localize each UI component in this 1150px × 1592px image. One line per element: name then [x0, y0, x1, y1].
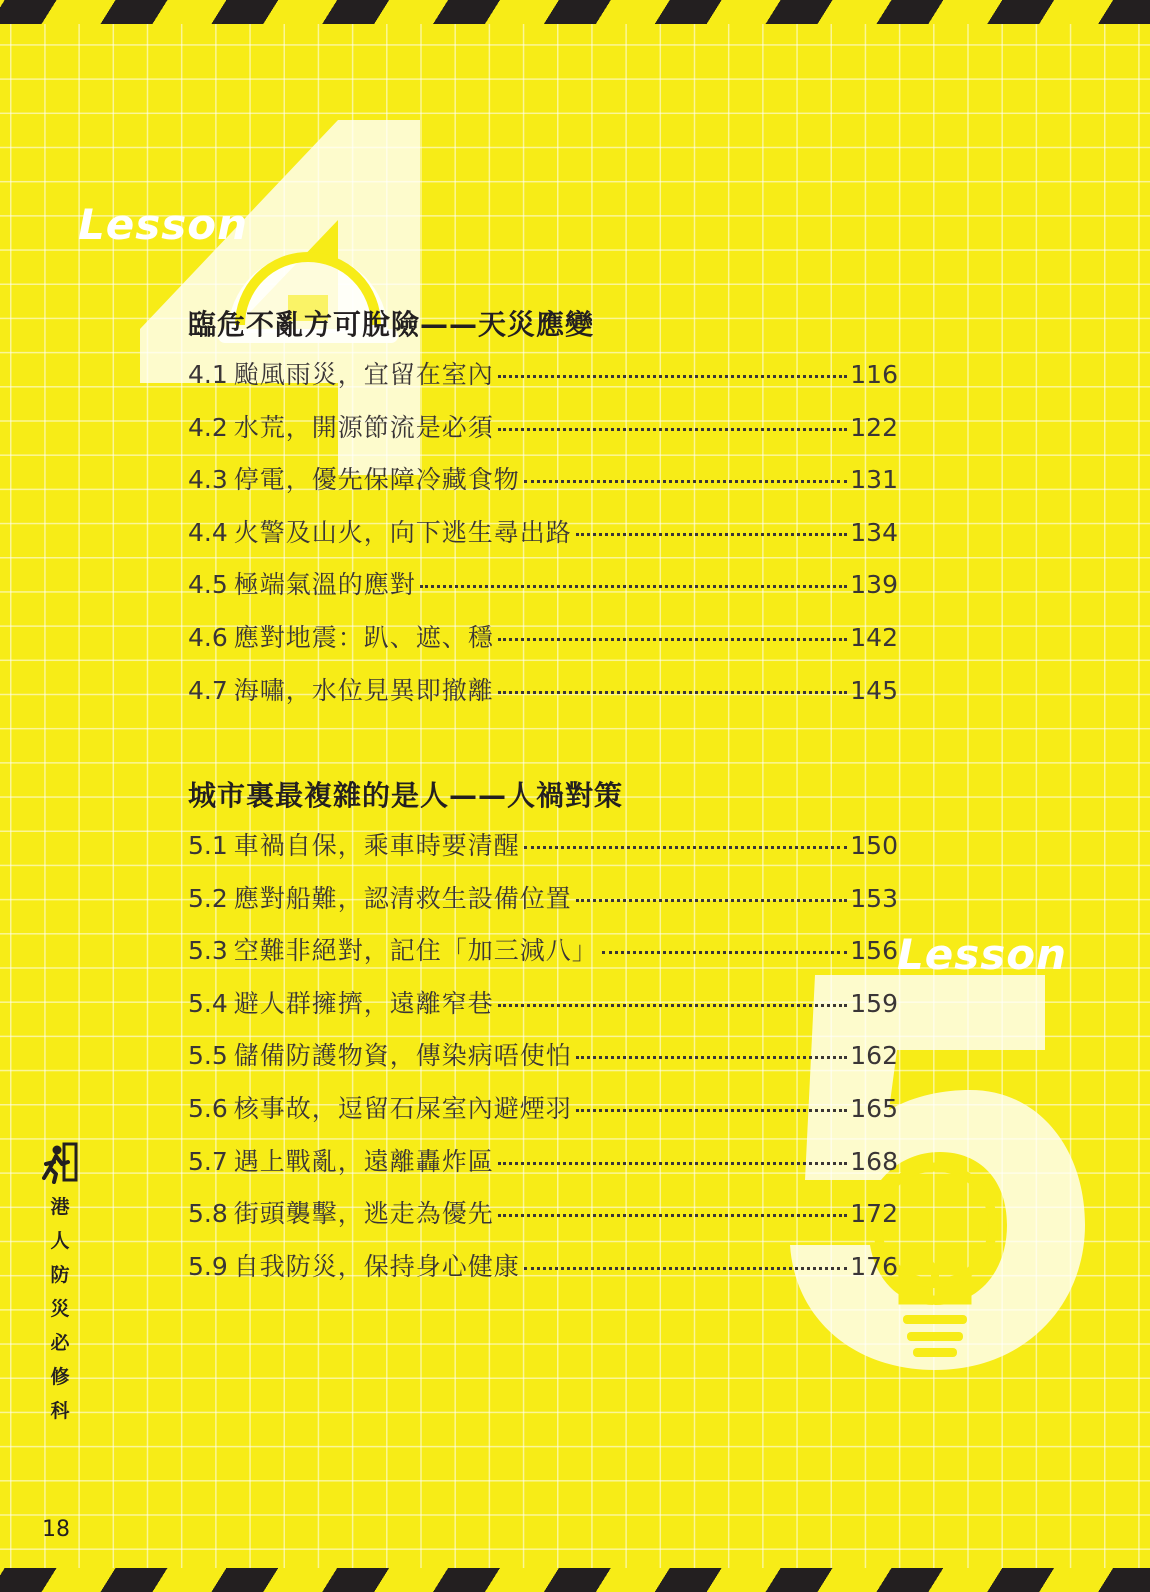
toc-entry-page: 134 [850, 517, 898, 547]
toc-entry[interactable] [188, 1083, 898, 1136]
dot-leader [498, 638, 847, 641]
dot-leader [498, 1214, 847, 1217]
toc-entry[interactable] [188, 1136, 898, 1189]
vertical-title-char: 必 [50, 1332, 70, 1354]
dot-leader [498, 428, 847, 431]
dot-leader [602, 951, 847, 954]
toc-entry-page: 162 [850, 1041, 898, 1071]
toc-entry-page: 145 [850, 675, 898, 705]
toc-entry-number: 4.2 [188, 412, 228, 442]
dot-leader [576, 1109, 847, 1112]
section-natural-disasters [188, 301, 898, 717]
toc-entry-number: 4.6 [188, 622, 228, 652]
toc-entry-number: 5.3 [188, 936, 228, 966]
toc-entry[interactable] [188, 820, 898, 873]
toc-entry-title: 應對船難，認清救生設備位置 [233, 883, 572, 913]
toc-entry[interactable] [188, 665, 898, 718]
toc-entry-title: 核事故，逗留石屎室內避煙羽 [233, 1093, 572, 1123]
section-man-made-disasters [188, 772, 898, 1293]
toc-entry-page: 131 [850, 465, 898, 495]
toc-entry[interactable] [188, 978, 898, 1031]
toc-entry-page: 153 [850, 883, 898, 913]
toc-entry-number: 5.1 [188, 831, 228, 860]
dot-leader [524, 480, 847, 483]
toc-entry-page: 172 [850, 1199, 898, 1229]
toc-entry-title: 颱風雨災，宜留在室內 [233, 360, 494, 389]
dot-leader [524, 846, 847, 849]
toc-entry[interactable] [188, 873, 898, 926]
dot-leader [576, 899, 847, 902]
toc-entry-page: 142 [850, 622, 898, 652]
toc-entry-number: 4.3 [188, 465, 228, 495]
toc-entry-page: 165 [850, 1093, 898, 1123]
dot-leader [524, 1267, 847, 1270]
dot-leader [576, 1056, 847, 1059]
lesson-5-label: Lesson [897, 930, 1068, 979]
toc-entry-title: 遇上戰亂，遠離轟炸區 [233, 1146, 494, 1176]
vertical-title-char: 修 [50, 1366, 70, 1388]
toc-entry-number: 5.8 [188, 1199, 228, 1229]
toc-entry-number: 4.5 [188, 570, 228, 600]
toc-entry-page: 159 [850, 988, 898, 1018]
running-man-exit-icon [42, 1142, 78, 1186]
toc-entry-title: 水荒，開源節流是必須 [233, 412, 494, 442]
toc-entry[interactable] [188, 612, 898, 665]
toc-entry[interactable] [188, 1241, 898, 1294]
toc-entry-number: 5.4 [188, 988, 228, 1018]
toc-entry-page: 176 [850, 1251, 898, 1281]
toc-entry[interactable] [188, 454, 898, 507]
vertical-title-char: 災 [50, 1298, 70, 1320]
dot-leader [498, 691, 847, 694]
vertical-title-char: 港 [50, 1196, 70, 1218]
toc-entry[interactable] [188, 925, 898, 978]
toc-entry[interactable] [188, 1030, 898, 1083]
toc-entry-title: 儲備防護物資，傳染病唔使怕 [233, 1041, 572, 1071]
toc-entry-page: 168 [850, 1146, 898, 1176]
toc-entry-number: 5.2 [188, 883, 228, 913]
toc-entry-title: 火警及山火，向下逃生尋出路 [233, 517, 572, 547]
vertical-title-char: 防 [50, 1264, 70, 1286]
toc-entry[interactable] [188, 402, 898, 455]
toc-entry[interactable] [188, 507, 898, 560]
page-number: 18 [42, 1517, 70, 1542]
toc-entry-page: 116 [850, 360, 898, 389]
toc-entry-title: 應對地震：趴、遮、穩 [233, 622, 494, 652]
section-title: 城市裏最複雜的是人——人禍對策 [188, 779, 624, 812]
toc-entry-page: 122 [850, 412, 898, 442]
toc-entry[interactable] [188, 559, 898, 612]
toc-entry-title: 車禍自保，乘車時要清醒 [233, 831, 520, 860]
toc-entry-page: 156 [850, 936, 898, 966]
dot-leader [498, 1004, 847, 1007]
toc-entry-number: 4.7 [188, 675, 228, 705]
toc-entry-title: 極端氣溫的應對 [233, 570, 416, 600]
toc-entry[interactable] [188, 1188, 898, 1241]
dot-leader [498, 1162, 847, 1165]
toc-entry-title: 街頭襲擊，逃走為優先 [233, 1199, 494, 1229]
hazard-stripe-top [0, 0, 1150, 24]
vertical-title-char: 科 [50, 1400, 70, 1422]
toc-entry-title: 海嘯，水位見異即撤離 [233, 675, 494, 705]
toc-entry-page: 139 [850, 570, 898, 600]
toc-entry-number: 4.1 [188, 360, 228, 389]
section-title: 臨危不亂方可脫險——天災應變 [188, 308, 595, 341]
toc-entry-number: 5.6 [188, 1093, 228, 1123]
side-book-title [40, 1142, 80, 1428]
toc-entry-number: 4.4 [188, 517, 228, 547]
lesson-4-label: Lesson [78, 200, 249, 249]
toc-entry-title: 避人群擁擠，遠離窄巷 [233, 988, 494, 1018]
toc-entry-number: 5.5 [188, 1041, 228, 1071]
toc-entry-number: 5.9 [188, 1251, 228, 1281]
toc-entry-title: 停電，優先保障冷藏食物 [233, 465, 520, 495]
toc-entry-number: 5.7 [188, 1146, 228, 1176]
dot-leader [576, 533, 847, 536]
dot-leader [498, 375, 847, 378]
toc-entry-page: 150 [850, 831, 898, 860]
vertical-title [40, 1190, 80, 1428]
vertical-title-char: 人 [50, 1230, 70, 1252]
dot-leader [420, 585, 847, 588]
toc-entry-title: 空難非絕對，記住「加三減八」 [233, 936, 598, 966]
toc-entry[interactable] [188, 349, 898, 402]
toc-entry-title: 自我防災，保持身心健康 [233, 1251, 520, 1281]
hazard-stripe-bottom [0, 1568, 1150, 1592]
